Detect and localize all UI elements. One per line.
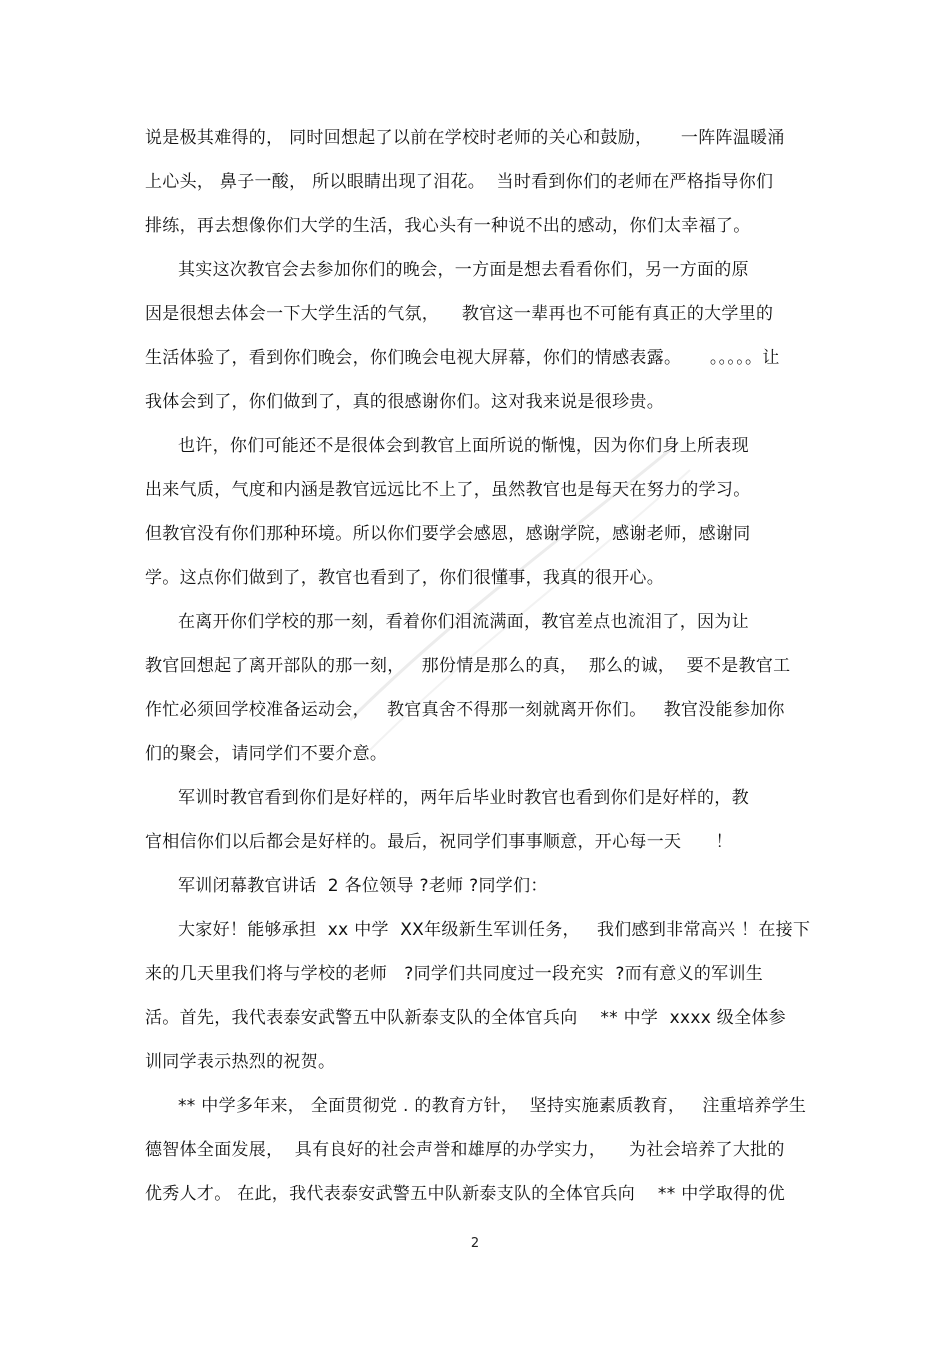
text-line: 们的聚会，请同学们不要介意。: [145, 744, 388, 764]
text-line: 官相信你们以后都会是好样的。最后，祝同学们事事顺意，开心每一天 ！: [145, 832, 733, 852]
text-line: 军训时教官看到你们是好样的，两年后毕业时教官也看到你们是好样的，教: [178, 788, 749, 808]
watermark-diagonal-stroke: [200, 420, 720, 780]
text-line: 在离开你们学校的那一刻，看着你们泪流满面，教官差点也流泪了，因为让: [178, 612, 749, 632]
text-line: 教官回想起了离开部队的那一刻， 那份情是那么的真， 那么的诚， 要不是教官工: [145, 656, 791, 676]
text-line: 上心头， 鼻子一酸， 所以眼睛出现了泪花。 当时看到你们的老师在严格指导你们: [145, 172, 774, 192]
text-line: 因是很想去体会一下大学生活的气氛， 教官这一辈再也不可能有真正的大学里的: [145, 304, 774, 324]
text-line: 训同学表示热烈的祝贺。: [145, 1052, 336, 1072]
text-line: 军训闭幕教官讲话 2 各位领导 ?老师 ?同学们：: [178, 876, 548, 896]
text-line: ** 中学多年来， 全面贯彻党 . 的教育方针， 坚持实施素质教育， 注重培养学生: [178, 1096, 807, 1116]
text-line: 大家好！能够承担 xx 中学 XX年级新生军训任务， 我们感到非常高兴 ！在接下: [178, 920, 811, 940]
text-line: 学。这点你们做到了，教官也看到了，你们很懂事，我真的很开心。: [145, 568, 664, 588]
text-line: 来的几天里我们将与学校的老师 ?同学们共同度过一段充实 ?而有意义的军训生: [145, 964, 764, 984]
text-line: 优秀人才。 在此，我代表泰安武警五中队新泰支队的全体官兵向 ** 中学取得的优: [145, 1184, 786, 1204]
text-line: 也许，你们可能还不是很体会到教官上面所说的惭愧，因为你们身上所表现: [178, 436, 749, 456]
text-line: 作忙必须回学校准备运动会， 教官真舍不得那一刻就离开你们。 教官没能参加你: [145, 700, 785, 720]
page-number: 2: [470, 1236, 480, 1251]
text-line: 说是极其难得的， 同时回想起了以前在学校时老师的关心和鼓励， 一阵阵温暖涌: [145, 128, 785, 148]
text-line: 其实这次教官会去参加你们的晚会，一方面是想去看看你们，另一方面的原: [178, 260, 749, 280]
text-line: 排练，再去想像你们大学的生活，我心头有一种说不出的感动，你们太幸福了。: [145, 216, 751, 236]
text-line: 出来气质，气度和内涵是教官远远比不上了，虽然教官也是每天在努力的学习。: [145, 480, 751, 500]
text-line: 但教官没有你们那种环境。所以你们要学会感恩，感谢学院，感谢老师，感谢同: [145, 524, 751, 544]
text-line: 我体会到了，你们做到了，真的很感谢你们。这对我来说是很珍贵。: [145, 392, 664, 412]
text-line: 活。首先，我代表泰安武警五中队新泰支队的全体官兵向 ** 中学 xxxx 级全体参: [145, 1008, 786, 1028]
text-line: 生活体验了，看到你们晚会，你们晚会电视大屏幕，你们的情感表露。 。。。。。让: [145, 348, 780, 368]
text-line: 德智体全面发展， 具有良好的社会声誉和雄厚的办学实力， 为社会培养了大批的: [145, 1140, 785, 1160]
